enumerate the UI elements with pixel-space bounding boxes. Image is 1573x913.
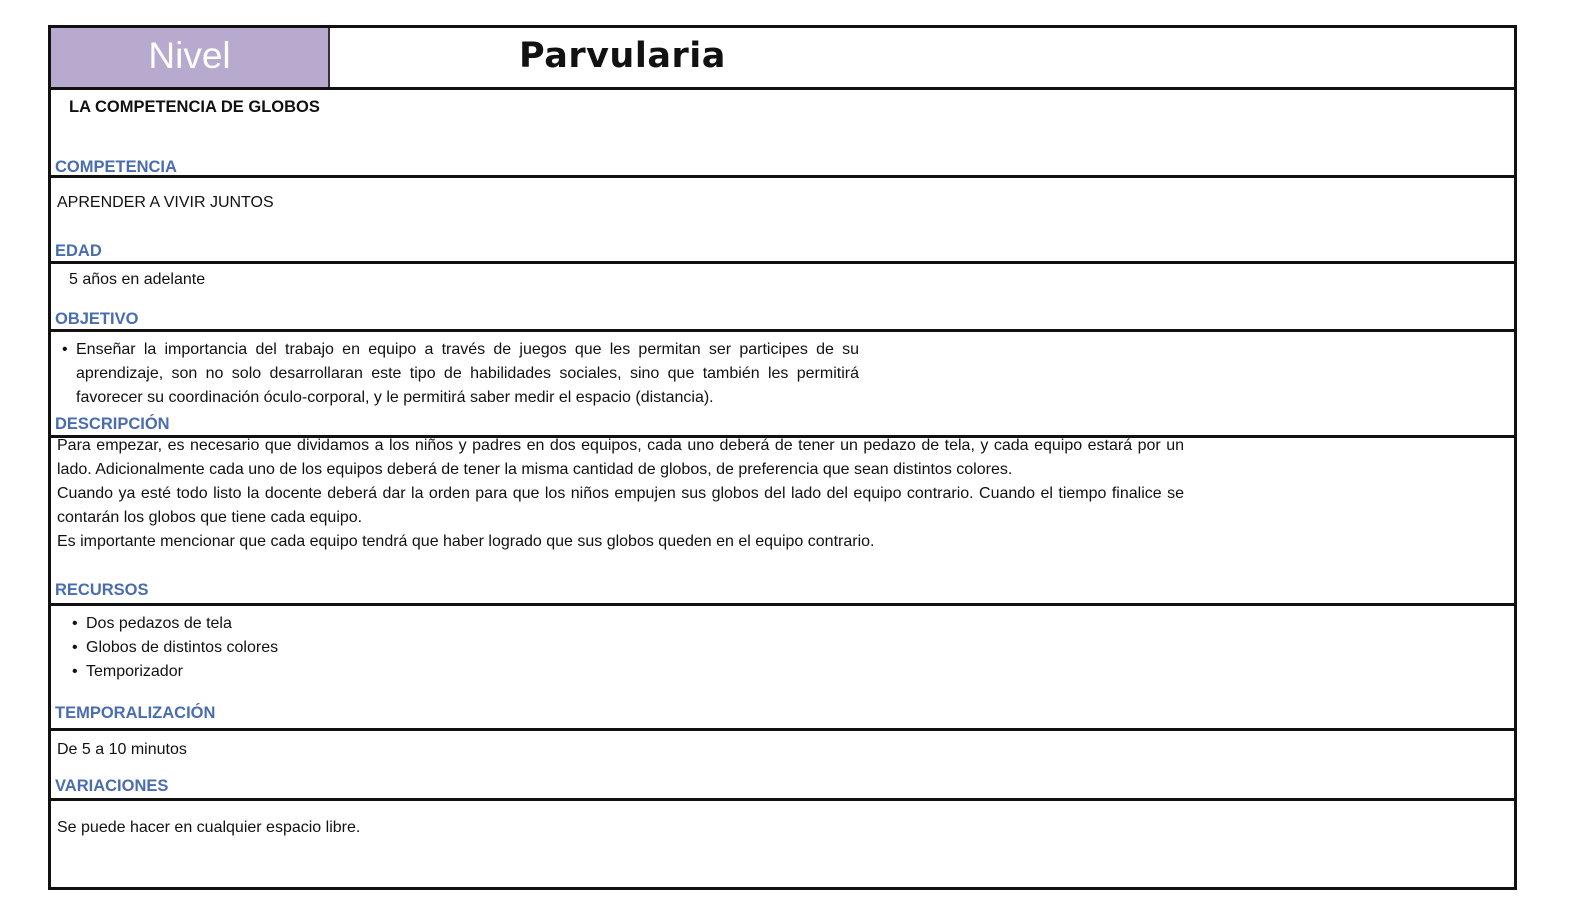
competencia-label: COMPETENCIA <box>55 158 177 176</box>
descripcion-paragraph: Cuando ya esté todo listo la docente deberá dar la orden para que los niños empujen sus globos del lado del equipo contrario. Cuando el tiempo finalice se contarán los globos que tiene cada equipo. <box>57 485 1184 526</box>
objetivo-text: Enseñar la importancia del trabajo en equipo a través de juegos que les permitan ser participes de su aprendizaje, son no solo desarrollaran este tipo de habilidades sociales, sino que también les permitirá favorecer su coordinación óculo-corporal, y le permitirá saber medir el espacio (distancia). <box>76 341 859 406</box>
list-item: • Temporizador <box>72 660 278 684</box>
divider-header <box>48 87 1517 90</box>
level-value: Parvularia <box>519 36 726 76</box>
divider-recursos <box>48 603 1517 606</box>
descripcion-paragraph: Es importante mencionar que cada equipo tendrá que haber logrado que sus globos queden en el equipo contrario. <box>57 533 875 550</box>
list-item: • Globos de distintos colores <box>72 636 278 660</box>
level-label: Nivel <box>148 35 231 76</box>
activity-title: LA COMPETENCIA DE GLOBOS <box>69 98 320 116</box>
level-label-box <box>51 28 330 87</box>
divider-variaciones <box>48 798 1517 801</box>
divider-objetivo <box>48 329 1517 332</box>
temporalizacion-label: TEMPORALIZACIÓN <box>55 704 216 722</box>
descripcion-label: DESCRIPCIÓN <box>55 415 170 433</box>
temporalizacion-value: De 5 a 10 minutos <box>57 741 187 758</box>
recursos-label: RECURSOS <box>55 581 149 599</box>
variaciones-label: VARIACIONES <box>55 777 169 795</box>
competencia-value: APRENDER A VIVIR JUNTOS <box>57 194 274 211</box>
edad-value: 5 años en adelante <box>69 271 206 288</box>
objetivo-label: OBJETIVO <box>55 310 139 328</box>
divider-edad <box>48 261 1517 264</box>
recursos-list <box>72 612 278 684</box>
descripcion-paragraph: Para empezar, es necesario que dividamos a los niños y padres en dos equipos, cada uno deberá de tener un pedazo de tela, y cada equipo estará por un lado. Adicionalmente cada uno de los equipos deberá de tener la misma cantidad de globos, de preferencia que sean distintos colores. <box>57 437 1184 478</box>
divider-temporalizacion <box>48 728 1517 731</box>
variaciones-value: Se puede hacer en cualquier espacio libre. <box>57 819 361 836</box>
bullet-icon: • <box>62 341 68 358</box>
divider-competencia <box>48 175 1517 178</box>
objetivo-item <box>62 338 859 410</box>
descripcion-text <box>57 434 1184 554</box>
list-item: • Dos pedazos de tela <box>72 612 278 636</box>
edad-label: EDAD <box>55 242 102 260</box>
